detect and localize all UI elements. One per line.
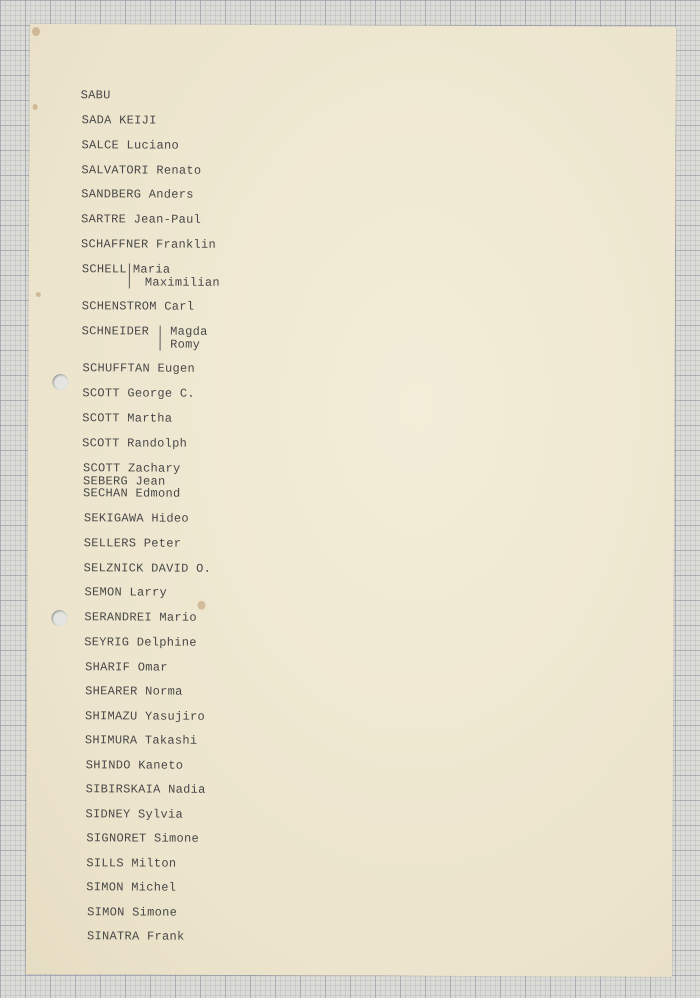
name-entry: SCOTT Zachary — [83, 461, 181, 476]
name-entry: SCOTT George C. — [82, 386, 195, 401]
given-name: Maria — [132, 262, 171, 277]
name-entry: SHEARER Norma — [85, 684, 183, 699]
name-entry: SILLS Milton — [86, 856, 177, 871]
given-name: Romy — [170, 337, 201, 352]
name-entry: SIBIRSKAIA Nadia — [85, 782, 206, 797]
name-entry: SHIMURA Takashi — [84, 733, 198, 748]
name-entry: SANDBERG Anders — [81, 187, 194, 202]
typed-sheet — [26, 24, 676, 977]
name-entry: SIGNORET Simone — [86, 831, 200, 846]
name-entry: SEKIGAWA Hideo — [83, 511, 189, 526]
punch-hole — [51, 610, 67, 626]
name-entry: SCHAFFNER Franklin — [81, 237, 217, 252]
name-entry: SIMON Simone — [87, 905, 178, 920]
name-entry: SCHENSTROM Carl — [81, 299, 195, 314]
name-entry: SADA KEIJI — [81, 113, 157, 128]
name-entry: SALVATORI Renato — [81, 163, 202, 178]
name-entry: SERANDREI Mario — [84, 610, 197, 625]
name-entry: SHINDO Kaneto — [85, 758, 184, 773]
name-entry: SIMON Michel — [86, 880, 177, 895]
name-entry: SEMON Larry — [84, 585, 168, 600]
group-given-names — [159, 326, 208, 351]
given-name: Maximilian — [144, 275, 220, 290]
punch-hole — [52, 374, 68, 390]
name-entry: SELZNICK DAVID O. — [83, 561, 212, 576]
group-given-names — [129, 263, 220, 288]
group-surname: SCHNEIDER — [81, 324, 150, 339]
rust-stain — [197, 601, 205, 610]
name-entry: SCOTT Martha — [82, 411, 173, 426]
name-entry: SABU — [80, 88, 111, 103]
name-group-schneider — [82, 325, 208, 351]
group-surname: SCHELL — [81, 262, 127, 277]
name-block-scott-seberg-sechan — [83, 462, 181, 500]
name-entry: SELLERS Peter — [83, 536, 182, 551]
name-entry: SEYRIG Delphine — [84, 635, 197, 650]
rust-stain — [32, 27, 40, 36]
name-entry: SINATRA Frank — [86, 929, 185, 944]
name-entry: SECHAN Edmond — [82, 486, 181, 501]
name-entry: SIDNEY Sylvia — [85, 807, 184, 822]
name-entry: SEBERG Jean — [82, 473, 166, 489]
name-entry: SCOTT Randolph — [82, 436, 188, 451]
name-entry: SARTRE Jean-Paul — [81, 212, 202, 227]
rust-stain — [36, 292, 41, 297]
rust-stain — [33, 104, 38, 110]
name-entry: SHARIF Omar — [85, 660, 168, 675]
name-entry: SALCE Luciano — [81, 138, 180, 153]
name-entry: SCHUFFTAN Eugen — [82, 361, 196, 376]
name-group-schell — [82, 263, 220, 289]
given-name: Magda — [170, 324, 208, 339]
name-entry: SHIMAZU Yasujiro — [84, 709, 206, 724]
